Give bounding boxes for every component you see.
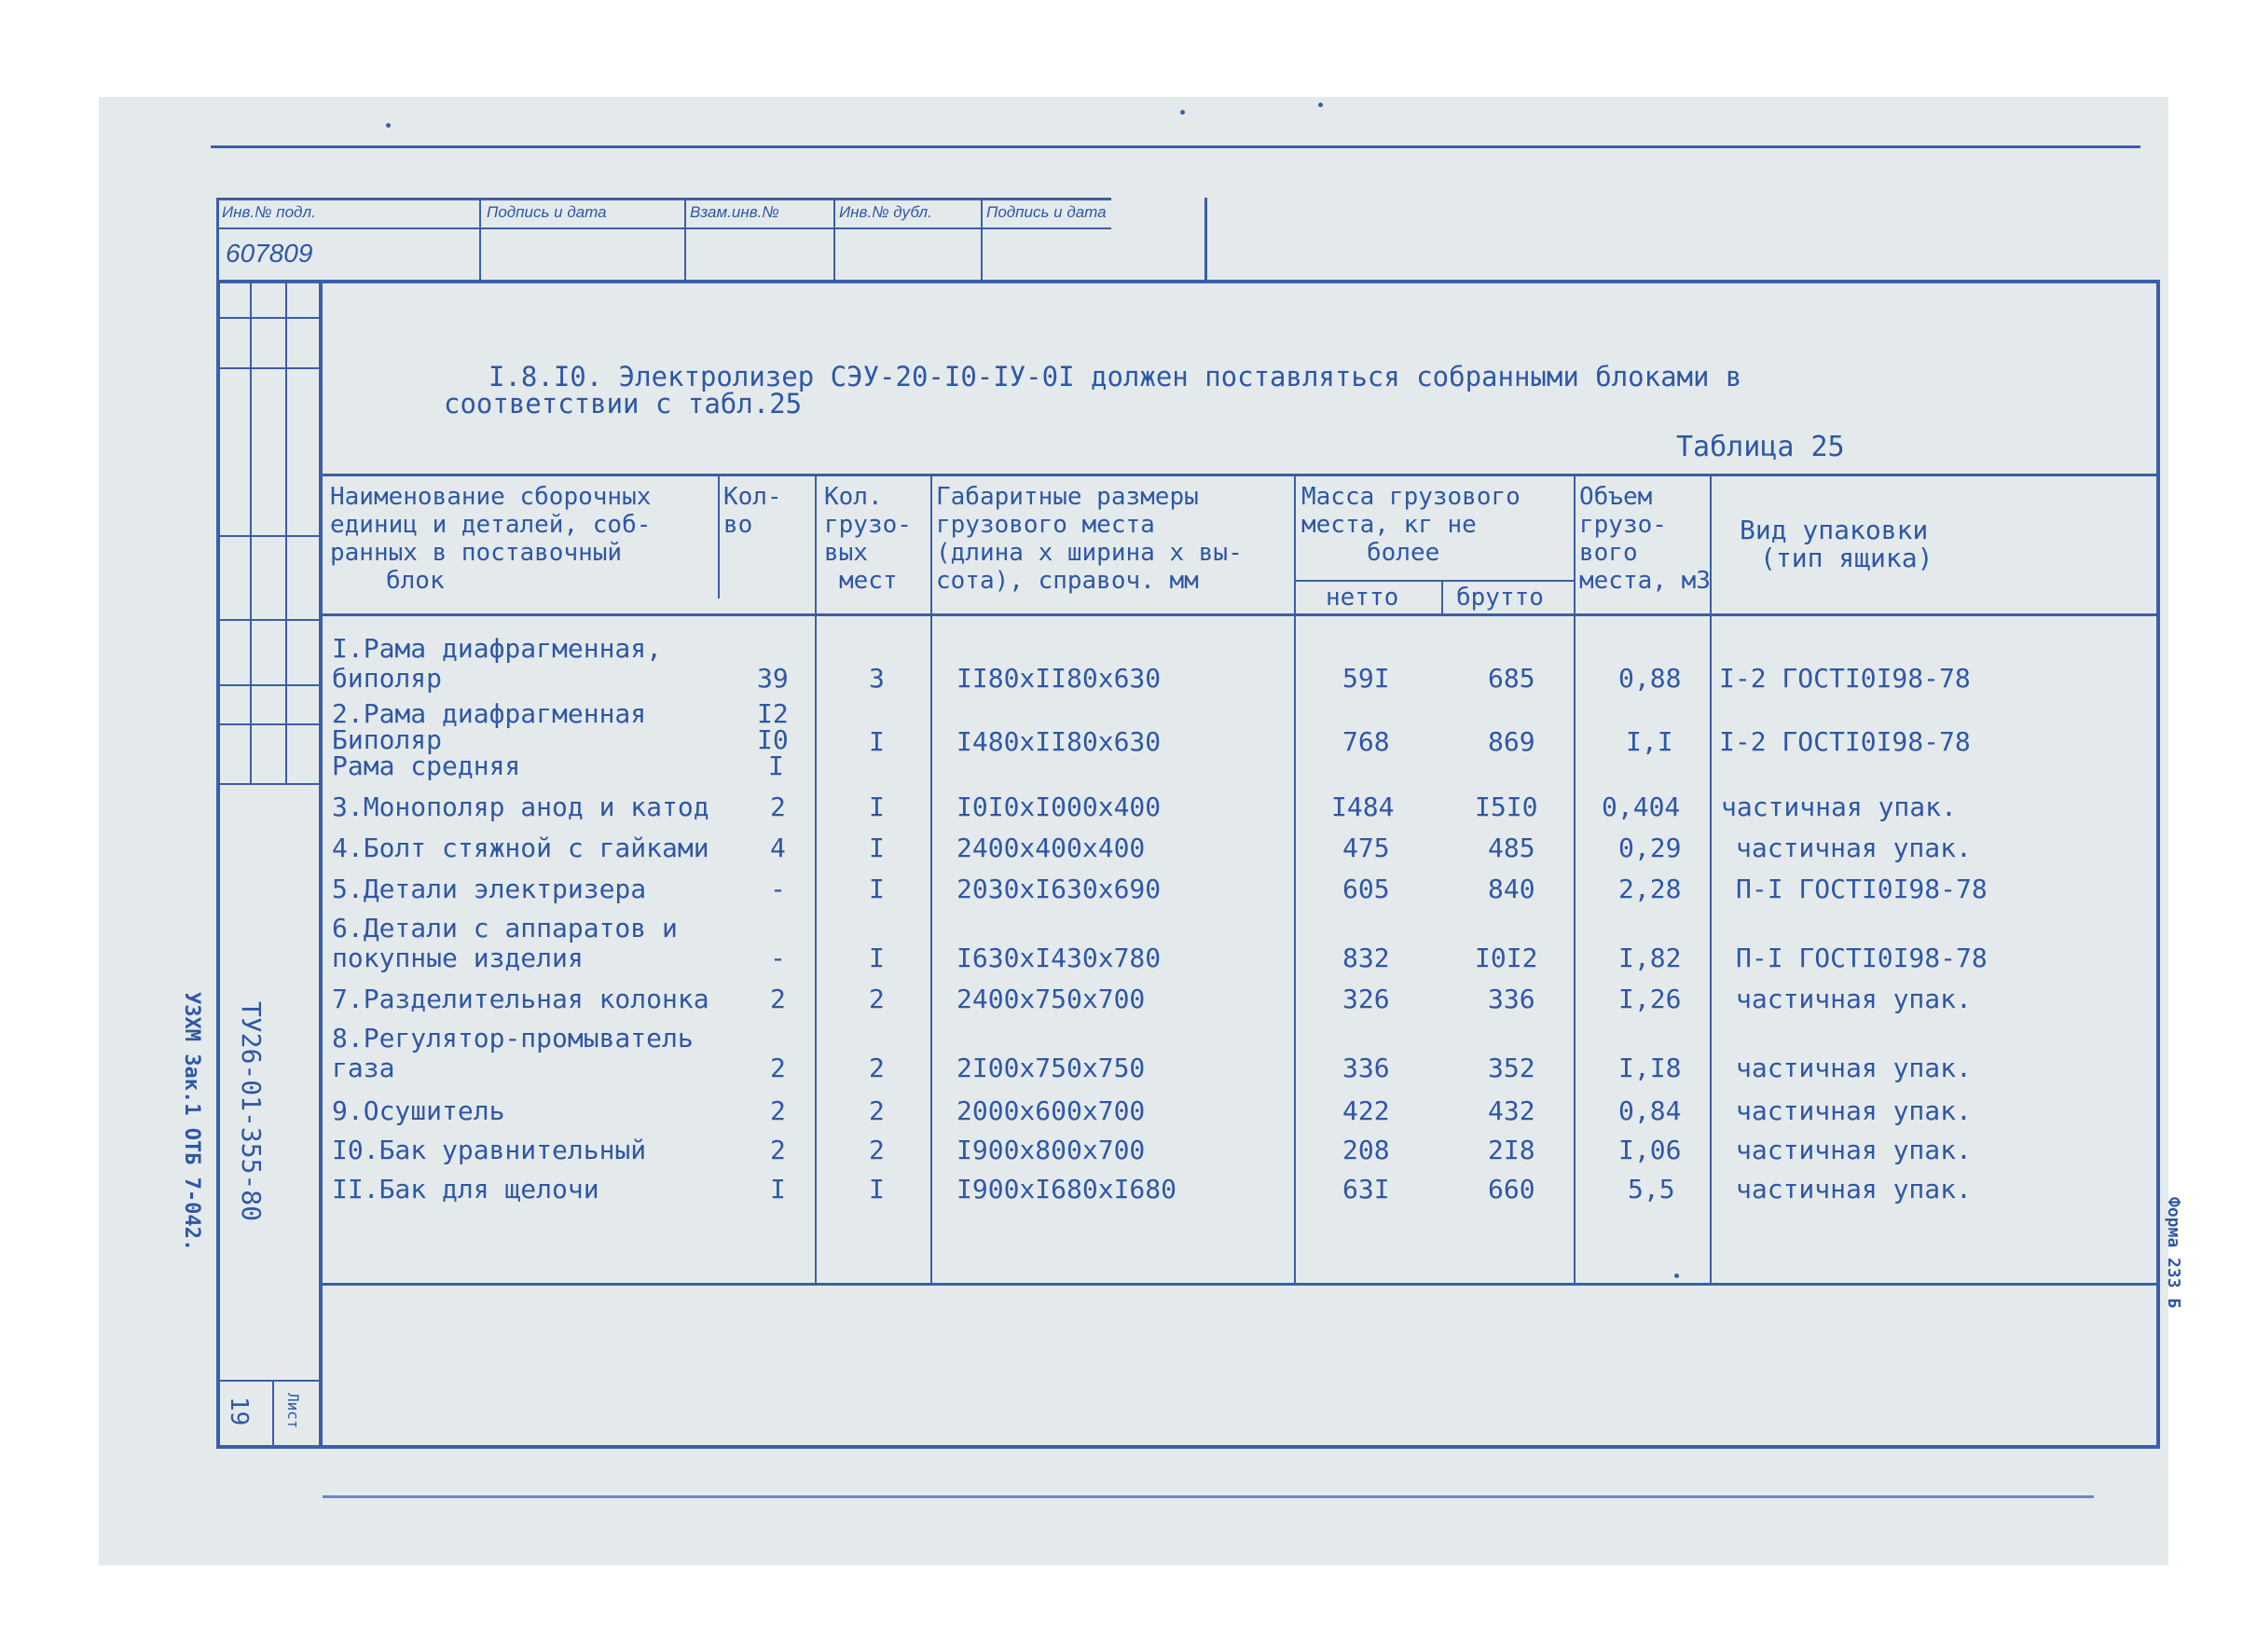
scan-speck (386, 123, 391, 128)
row-brutto: 2I8 (1488, 1135, 1535, 1165)
row-dims: II80xII80x630 (956, 663, 1162, 694)
row-volume: 0,29 (1618, 833, 1682, 863)
row-qty: - (770, 943, 786, 973)
stamp-header-inv-orig: Инв.№ подл. (222, 203, 316, 221)
row-brutto: I5I0 (1475, 792, 1538, 822)
row-places: I (869, 726, 885, 757)
row-pack: частичная упак. (1736, 1053, 1972, 1083)
row-places: 2 (869, 1095, 885, 1126)
row-name: 5.Детали электризера (332, 874, 647, 904)
row-dims: I900xI680xI680 (956, 1174, 1177, 1205)
header-netto: нетто (1326, 584, 1399, 612)
row-places: I (869, 943, 885, 973)
row-name: I.Рама диафрагменная, биполяр (332, 633, 663, 694)
row-brutto: 336 (1488, 984, 1535, 1014)
side-list-label: Лист (284, 1393, 302, 1429)
row-places: I (869, 1174, 885, 1205)
row-volume: 0,404 (1602, 792, 1681, 822)
row-pack: частичная упак. (1736, 1174, 1972, 1205)
row-brutto: 685 (1488, 663, 1535, 694)
row-qty: 4 (770, 833, 786, 863)
intro-line-1: I.8.I0. Электролизер СЭУ-20-I0-IУ-0I должен поставляться собранными блоками в (489, 361, 1742, 392)
stamp-header-signature: Подпись и дата (487, 203, 607, 221)
row-netto: I484 (1331, 792, 1395, 822)
stamp-header-signature-2: Подпись и дата (986, 203, 1107, 221)
bottom-border-line (323, 1495, 2094, 1498)
row-name: II.Бак для щелочи (332, 1174, 599, 1205)
row-volume: 0,88 (1618, 663, 1682, 694)
row-pack: П-I ГОСТI0I98-78 (1736, 874, 1988, 904)
side-doc-code: ТУ26-01-355-80 (236, 1001, 267, 1222)
row-dims: 2I00x750x750 (956, 1053, 1146, 1083)
row-qty: 2 (770, 792, 786, 822)
row-netto: 326 (1342, 984, 1390, 1014)
row-places: I (869, 792, 885, 822)
row-netto: 768 (1342, 726, 1390, 757)
header-packaging: Вид упаковки (тип ящика) (1740, 515, 1934, 573)
header-quantity: Кол- во (723, 483, 782, 539)
table-bottom-line (319, 1283, 2160, 1286)
header-mass: Масса грузового места, кг не более (1301, 483, 1521, 567)
row-name: 6.Детали с аппаратов и покупные изделия (332, 913, 678, 973)
row-places: 2 (869, 984, 885, 1014)
row-pack: частичная упак. (1736, 984, 1972, 1014)
row-qty: 2 (770, 1135, 786, 1165)
row-netto: 63I (1342, 1174, 1390, 1205)
row-places: I (869, 833, 885, 863)
row-qty: - (770, 874, 786, 904)
row-volume: 5,5 (1628, 1174, 1675, 1205)
row-qty: 2 (770, 1053, 786, 1083)
mass-split-line (1294, 580, 1574, 582)
row-volume: I,82 (1618, 943, 1682, 973)
row-dims: I630xI430x780 (956, 943, 1162, 973)
row-pack: I-2 ГОСТI0I98-78 (1719, 726, 1971, 757)
row-places: 2 (869, 1053, 885, 1083)
row-brutto: 660 (1488, 1174, 1535, 1205)
row-places: I (869, 874, 885, 904)
row-dims: I0I0xI000x400 (956, 792, 1162, 822)
side-print-info: УЗХМ Зак.1 ОТБ 7-042. (180, 992, 203, 1252)
row-qty: 2 (770, 1095, 786, 1126)
row-pack: П-I ГОСТI0I98-78 (1736, 943, 1988, 973)
row-qty: I2 I0 I (757, 698, 789, 781)
table-header-bottom-line (319, 613, 2160, 616)
row-volume: 0,84 (1618, 1095, 1682, 1126)
row-netto: 605 (1342, 874, 1390, 904)
row-name: I0.Бак уравнительный (332, 1135, 647, 1165)
row-name: 2.Рама диафрагменная Биполяр Рама средняя (332, 698, 647, 781)
row-brutto: 869 (1488, 726, 1535, 757)
header-brutto: брутто (1456, 584, 1544, 612)
side-form-label: Форма 233 Б (2164, 1197, 2183, 1309)
row-netto: 336 (1342, 1053, 1390, 1083)
row-places: 2 (869, 1135, 885, 1165)
row-brutto: 840 (1488, 874, 1535, 904)
stamp-header-replaced-inv: Взам.инв.№ (690, 203, 779, 221)
row-brutto: 485 (1488, 833, 1535, 863)
scan-speck (1674, 1273, 1679, 1278)
frame-top-line (216, 280, 2160, 283)
frame-right-line (2156, 280, 2160, 1445)
row-pack: частичная упак. (1721, 792, 1957, 822)
row-netto: 475 (1342, 833, 1390, 863)
row-qty: 2 (770, 984, 786, 1014)
row-name: 3.Монополяр анод и катод (332, 792, 709, 822)
side-page-number: 19 (225, 1397, 253, 1426)
scan-speck (1180, 110, 1185, 115)
frame-bottom-line (216, 1445, 2160, 1449)
frame-inner-left-line (319, 280, 323, 1449)
row-netto: 59I (1342, 663, 1390, 694)
row-volume: I,I8 (1618, 1053, 1682, 1083)
row-volume: I,06 (1618, 1135, 1682, 1165)
row-name: 9.Осушитель (332, 1095, 505, 1126)
row-brutto: I0I2 (1475, 943, 1538, 973)
header-dimensions: Габаритные размеры грузового места (длина х ширина х вы- сота), справоч. мм (936, 483, 1243, 595)
table-top-line (319, 474, 2160, 476)
table-title: Таблица 25 (1676, 431, 1845, 463)
row-pack: частичная упак. (1736, 833, 1972, 863)
document-sheet (99, 97, 2183, 1565)
stamp-header-inv-dup: Инв.№ дубл. (839, 203, 932, 221)
header-volume: Объем грузо- вого места, м3 (1579, 483, 1711, 595)
intro-line-2: соответствии с табл.25 (444, 388, 803, 420)
frame-left-line (216, 280, 220, 1449)
row-dims: I480xII80x630 (956, 726, 1162, 757)
row-pack: частичная упак. (1736, 1095, 1972, 1126)
row-volume: 2,28 (1618, 874, 1682, 904)
row-dims: 2400x400x400 (956, 833, 1146, 863)
row-qty: 39 (757, 663, 789, 694)
row-name: 7.Разделительная колонка (332, 984, 709, 1014)
row-qty: I (770, 1174, 786, 1205)
row-dims: 2000x600x700 (956, 1095, 1146, 1126)
scan-speck (1318, 103, 1323, 107)
row-dims: 2400x750x700 (956, 984, 1146, 1014)
row-pack: частичная упак. (1736, 1135, 1972, 1165)
row-brutto: 432 (1488, 1095, 1535, 1126)
header-name: Наименование сборочных единиц и деталей, соб- ранных в поставочный блок (330, 483, 652, 595)
stamp-inv-number: 607809 (226, 239, 313, 268)
row-dims: I900x800x700 (956, 1135, 1146, 1165)
row-pack: I-2 ГОСТI0I98-78 (1719, 663, 1971, 694)
header-places: Кол. грузо- вых мест (824, 483, 912, 595)
row-volume: I,I (1626, 726, 1673, 757)
row-dims: 2030xI630x690 (956, 874, 1162, 904)
top-border-line (211, 145, 2140, 148)
row-volume: I,26 (1618, 984, 1682, 1014)
row-netto: 832 (1342, 943, 1390, 973)
row-netto: 208 (1342, 1135, 1390, 1165)
row-brutto: 352 (1488, 1053, 1535, 1083)
row-netto: 422 (1342, 1095, 1390, 1126)
row-name: 4.Болт стяжной с гайками (332, 833, 709, 863)
approval-stamp (216, 198, 1111, 283)
row-places: 3 (869, 663, 885, 694)
row-name: 8.Регулятор-промыватель газа (332, 1023, 694, 1083)
